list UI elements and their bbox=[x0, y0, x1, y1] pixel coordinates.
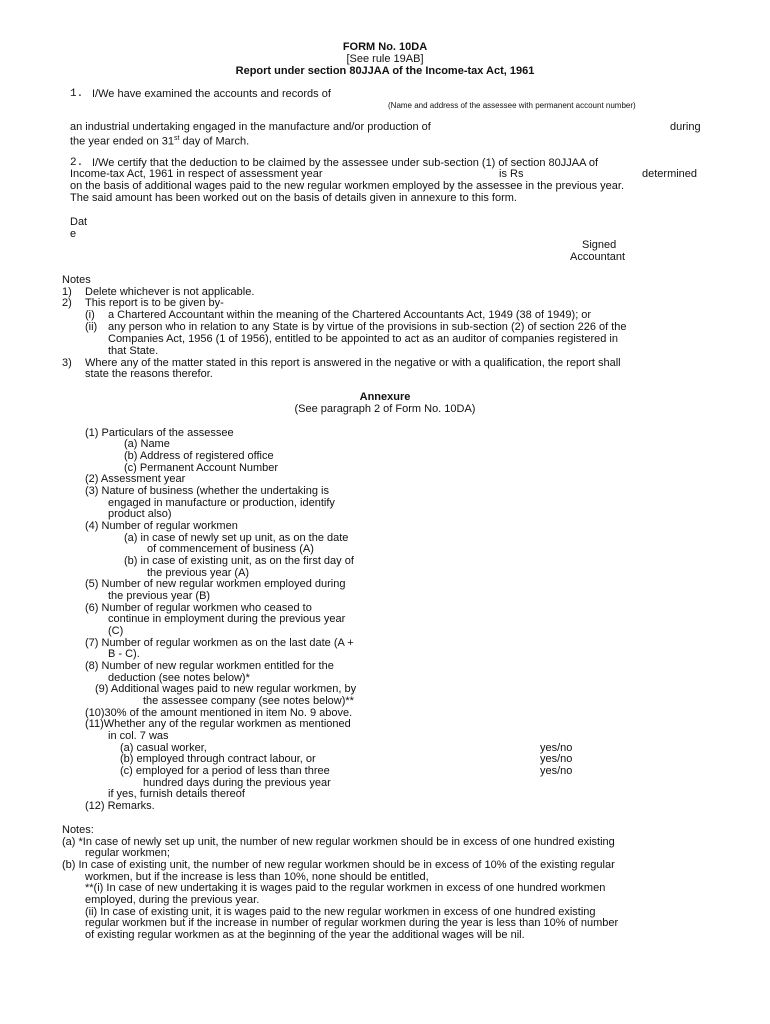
para1-during: during bbox=[670, 121, 701, 133]
form-subtitle: Report under section 80JJAA of the Income-tax Act, 1961 bbox=[235, 65, 535, 77]
annex-item-7: (7) Number of regular workmen as on the last date (A + bbox=[85, 637, 354, 649]
para2-line2a: Income-tax Act, 1961 in respect of assessment year bbox=[70, 168, 323, 180]
note-1-text: Delete whichever is not applicable. bbox=[85, 286, 255, 298]
note-2ii-text-cont1: Companies Act, 1956 (1 of 1956), entitled to be appointed to act as an auditor of companies registered in bbox=[108, 333, 618, 345]
notes2-line-ii: (ii) In case of existing unit, it is wages paid to the new regular workmen in excess of one hundred existing bbox=[85, 906, 596, 918]
yesno-11c: yes/no bbox=[540, 765, 573, 777]
para2-line2c: determined bbox=[642, 168, 698, 180]
para1-hint: (Name and address of the assessee with permanent account number) bbox=[388, 101, 636, 110]
note-3-text-cont: state the reasons therefor. bbox=[85, 368, 213, 380]
annex-item-3-cont1: engaged in manufacture or production, identify bbox=[108, 497, 335, 509]
annex-item-1: (1) Particulars of the assessee bbox=[85, 427, 234, 439]
annex-item-11c-cont: hundred days during the previous year bbox=[143, 777, 331, 789]
annex-item-1b: (b) Address of registered office bbox=[124, 450, 274, 462]
note-3-num: 3) bbox=[62, 357, 72, 369]
annex-item-7-cont: B - C). bbox=[108, 648, 140, 660]
annex-item-3: (3) Nature of business (whether the undertaking is bbox=[85, 485, 329, 497]
annex-item-11b: (b) employed through contract labour, or bbox=[120, 753, 316, 765]
notes2-heading: Notes: bbox=[62, 824, 94, 836]
notes2-line-a: (a) *In case of newly set up unit, the number of new regular workmen should be in excess of one hundred existing bbox=[62, 836, 615, 848]
annex-item-4b-cont: the previous year (A) bbox=[147, 567, 250, 579]
note-1-num: 1) bbox=[62, 286, 72, 298]
para1-number: 1. bbox=[70, 88, 84, 100]
para2-line4: The said amount has been worked out on the basis of details given in annexure to this form. bbox=[70, 192, 517, 204]
annex-item-8-cont: deduction (see notes below)* bbox=[108, 672, 250, 684]
note-3-text: Where any of the matter stated in this report is answered in the negative or with a qualification, the report shall bbox=[85, 357, 621, 369]
note-2ii-num: (ii) bbox=[85, 321, 98, 333]
annex-item-9: (9) Additional wages paid to new regular workmen, by bbox=[95, 683, 357, 695]
notes2-line-b-cont: workmen, but if the increase is less than 10%, none should be entitled, bbox=[85, 871, 429, 883]
notes2-line-a-cont: regular workmen; bbox=[85, 847, 170, 859]
notes2-line-ii-cont2: of existing regular workmen as at the beginning of the year the additional wages will be nil. bbox=[85, 929, 525, 941]
notes2-line-b: (b) In case of existing unit, the number of new regular workmen should be in excess of 10% of the existing regular bbox=[62, 859, 615, 871]
accountant-label: Accountant bbox=[570, 251, 626, 263]
form-title: FORM No. 10DA bbox=[342, 41, 428, 53]
annex-item-6-cont1: continue in employment during the previous year bbox=[108, 613, 346, 625]
annex-item-11c: (c) employed for a period of less than three bbox=[120, 765, 330, 777]
annex-item-4a: (a) in case of newly set up unit, as on the date bbox=[124, 532, 349, 544]
annex-item-5: (5) Number of new regular workmen employed during bbox=[85, 578, 346, 590]
annex-item-9-cont: the assessee company (see notes below)** bbox=[143, 695, 354, 707]
note-2ii-text: any person who in relation to any State is by virtue of the provisions in sub-section (2) of section 226 of the bbox=[108, 321, 627, 333]
form-rule: [See rule 19AB] bbox=[346, 53, 424, 65]
annex-item-1c: (c) Permanent Account Number bbox=[124, 462, 279, 474]
annexure-title: Annexure bbox=[359, 391, 411, 403]
annex-item-4: (4) Number of regular workmen bbox=[85, 520, 238, 532]
annex-item-2: (2) Assessment year bbox=[85, 473, 186, 485]
note-2i-num: (i) bbox=[85, 309, 95, 321]
annex-item-1a: (a) Name bbox=[124, 438, 170, 450]
para2-line3: on the basis of additional wages paid to the new regular workmen employed by the assessee in the previous year. bbox=[70, 180, 624, 192]
annex-item-11a: (a) casual worker, bbox=[120, 742, 207, 754]
annex-item-11: (11)Whether any of the regular workmen as mentioned bbox=[85, 718, 351, 730]
date-label-part2: e bbox=[70, 228, 77, 240]
annex-item-3-cont2: product also) bbox=[108, 508, 172, 520]
para1-line1: I/We have examined the accounts and records of bbox=[92, 88, 331, 100]
note-2-text: This report is to be given by- bbox=[85, 297, 224, 309]
notes2-line-ii-cont1: regular workmen but if the increase in number of regular workmen during the year is less than 10% of number bbox=[85, 917, 619, 929]
para2-line1: I/We certify that the deduction to be claimed by the assessee under sub-section (1) of section 80JJAA of bbox=[92, 157, 599, 169]
notes2-line-i: **(i) In case of new undertaking it is wages paid to the regular workmen in excess of one hundred workmen bbox=[85, 882, 606, 894]
yesno-11b: yes/no bbox=[540, 753, 573, 765]
notes2-line-i-cont: employed, during the previous year. bbox=[85, 894, 260, 906]
annex-item-11-cont: in col. 7 was bbox=[108, 730, 169, 742]
annexure-subtitle: (See paragraph 2 of Form No. 10DA) bbox=[294, 403, 476, 415]
para1-line3: the year ended on 31st day of March. bbox=[70, 135, 250, 148]
annex-item-4a-cont: of commencement of business (A) bbox=[147, 543, 314, 555]
annex-item-5-cont: the previous year (B) bbox=[108, 590, 211, 602]
annex-item-4b: (b) in case of existing unit, as on the first day of bbox=[124, 555, 354, 567]
annex-item-11-details: if yes, furnish details thereof bbox=[108, 788, 245, 800]
date-label-part1: Dat bbox=[70, 216, 88, 228]
note-2ii-text-cont2: that State. bbox=[108, 345, 159, 357]
annex-item-10: (10)30% of the amount mentioned in item No. 9 above. bbox=[85, 707, 353, 719]
note-2i-text: a Chartered Accountant within the meaning of the Chartered Accountants Act, 1949 (38 of 1949); or bbox=[108, 309, 592, 321]
para1-line2: an industrial undertaking engaged in the manufacture and/or production of bbox=[70, 121, 431, 133]
note-2-num: 2) bbox=[62, 297, 72, 309]
annex-item-6: (6) Number of regular workmen who ceased to bbox=[85, 602, 312, 614]
annex-item-6-cont2: (C) bbox=[108, 625, 124, 637]
notes-heading: Notes bbox=[62, 274, 91, 286]
para2-number: 2. bbox=[70, 157, 84, 169]
annex-item-12: (12) Remarks. bbox=[85, 800, 155, 812]
yesno-11a: yes/no bbox=[540, 742, 573, 754]
signed-label: Signed bbox=[582, 239, 617, 251]
para2-line2b: is Rs bbox=[499, 168, 524, 180]
annex-item-8: (8) Number of new regular workmen entitled for the bbox=[85, 660, 334, 672]
